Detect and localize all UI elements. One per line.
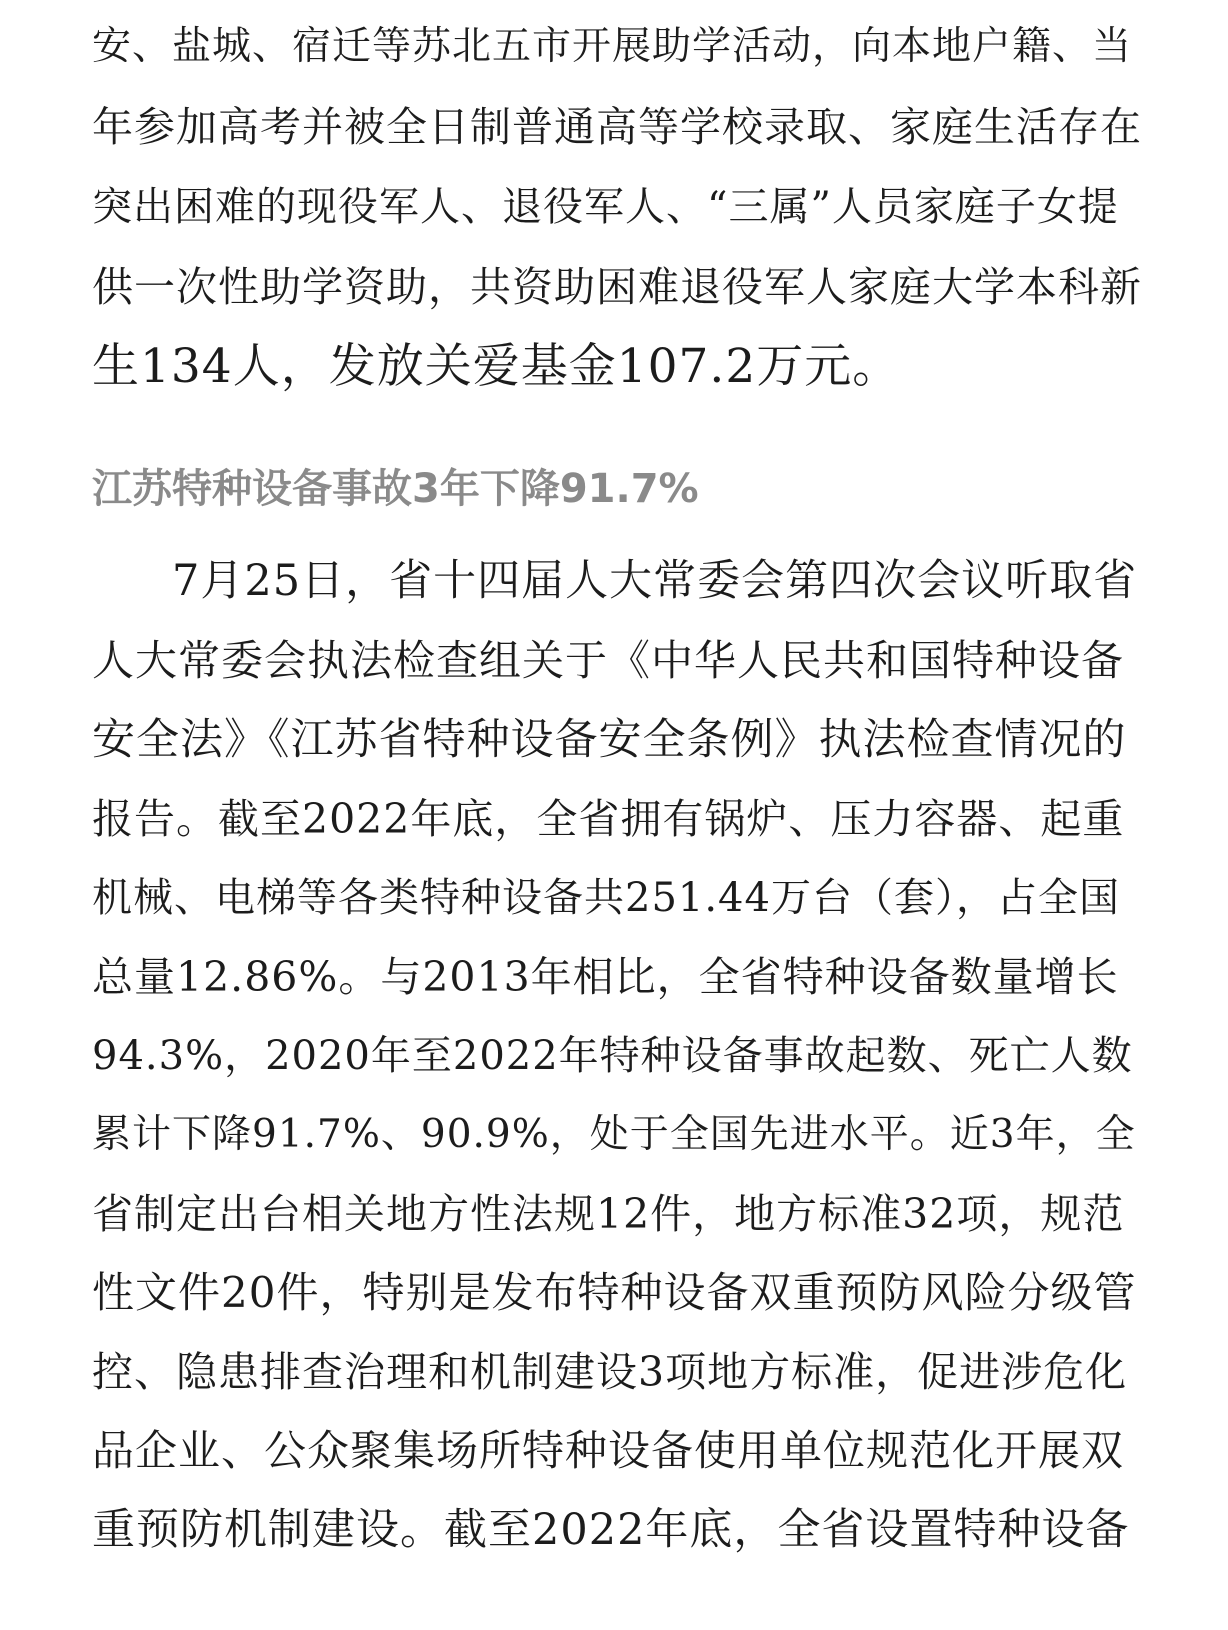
text-line: 突出困难的现役军人、退役军人、“三属”人员家庭子女提 xyxy=(92,184,1119,230)
text-line: 报告。截至2022年底，全省拥有锅炉、压力容器、起重 xyxy=(92,795,1125,843)
text-line: 累计下降91.7%、90.9%，处于全国先进水平。近3年，全 xyxy=(92,1112,1136,1157)
text-line: 重预防机制建设。截至2022年底，全省设置特种设备 xyxy=(92,1505,1130,1555)
text-line: 总量12.86%。与2013年相比，全省特种设备数量增长 xyxy=(92,953,1119,1001)
text-line: 供一次性助学资助，共资助困难退役军人家庭大学本科新 xyxy=(92,263,1142,311)
text-line: 年参加高考并被全日制普通高等学校录取、家庭生活存在 xyxy=(92,103,1142,151)
text-line: 安、盐城、宿迁等苏北五市开展助学活动，向本地户籍、当 xyxy=(92,24,1133,69)
text-line: 控、隐患排查治理和机制建设3项地方标准，促进涉危化 xyxy=(92,1348,1128,1396)
text-line: 品企业、公众聚集场所特种设备使用单位规范化开展双 xyxy=(92,1426,1125,1475)
text-line: 94.3%，2020年至2022年特种设备事故起数、死亡人数 xyxy=(92,1033,1133,1079)
text-line: 安全法》《江苏省特种设备安全条例》执法检查情况的 xyxy=(92,715,1127,765)
text-line: 性文件20件，特别是发布特种设备双重预防风险分级管 xyxy=(92,1268,1137,1317)
text-line: 省制定出台相关地方性法规12件，地方标准32项，规范 xyxy=(92,1190,1125,1238)
text-line: 人大常委会执法检查组关于《中华人民共和国特种设备 xyxy=(92,636,1125,685)
text-line: 生134人，发放关爱基金107.2万元。 xyxy=(92,339,901,394)
section-heading: 江苏特种设备事故3年下降91.7% xyxy=(92,466,699,512)
text-line: 机械、电梯等各类特种设备共251.44万台（套），占全国 xyxy=(92,875,1120,921)
text-line: 7月25日，省十四届人大常委会第四次会议听取省 xyxy=(172,556,1138,606)
